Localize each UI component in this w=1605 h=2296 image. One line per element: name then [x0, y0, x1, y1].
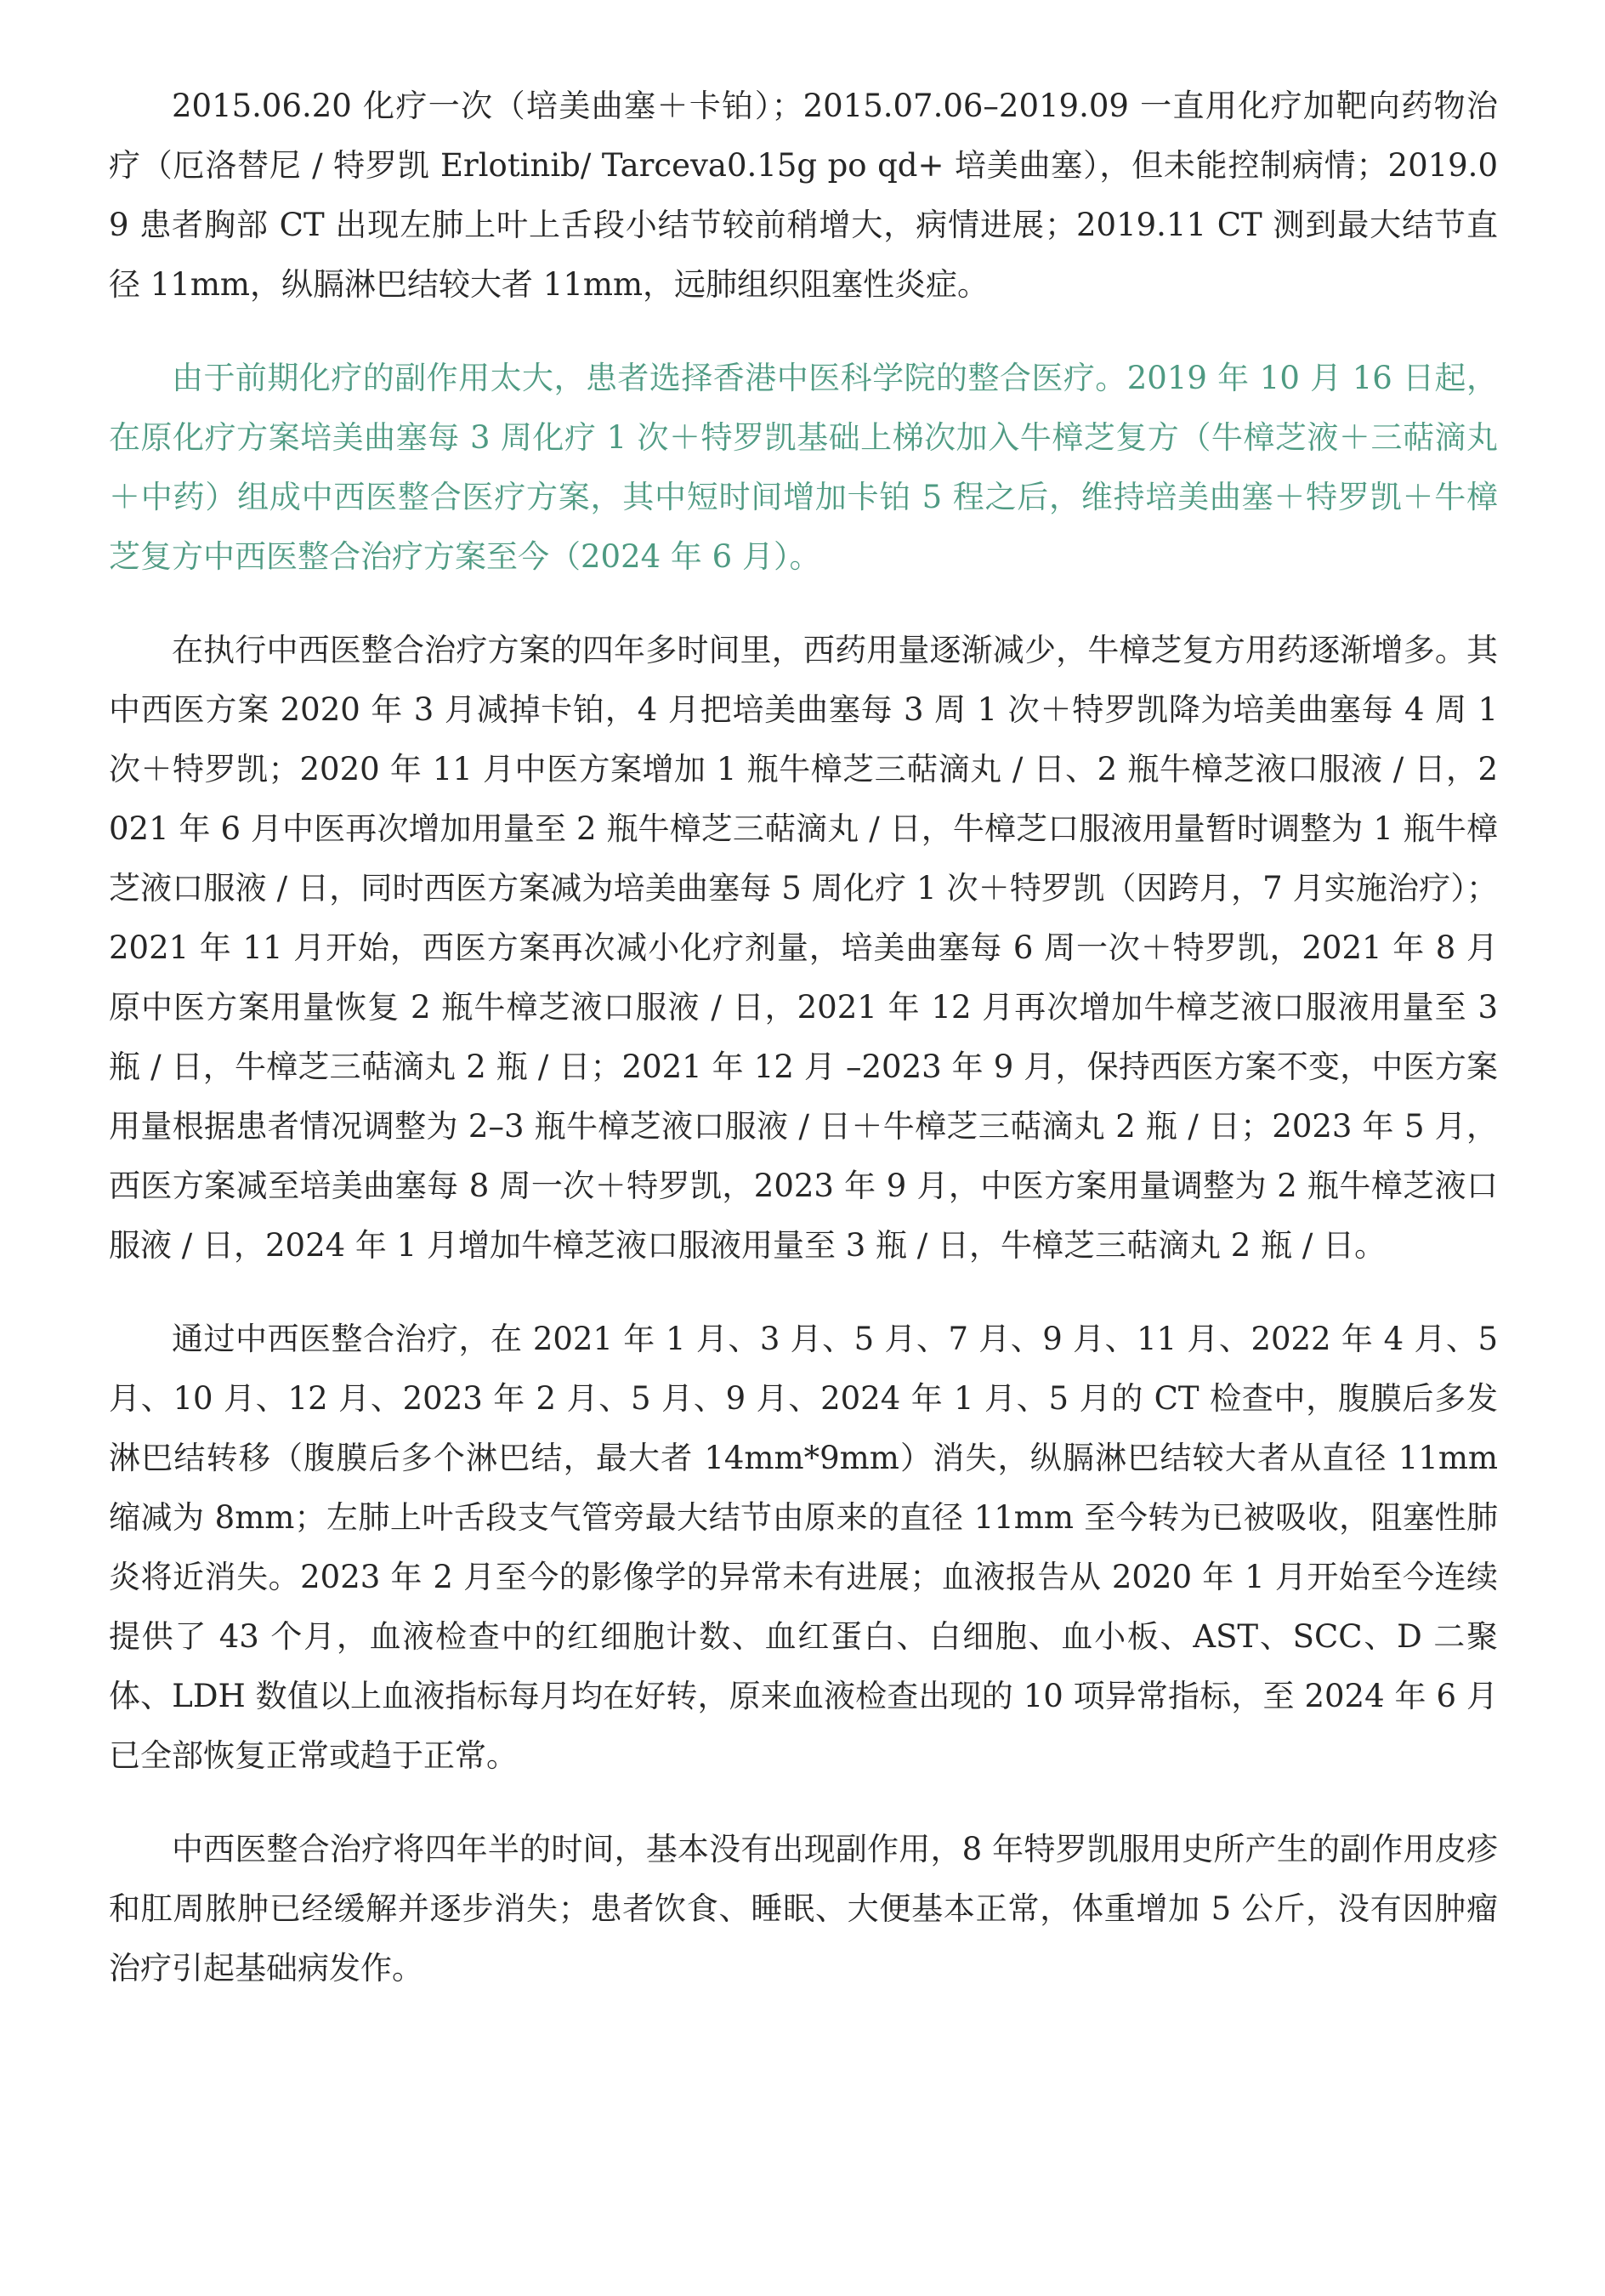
document-page: [109, 77, 1498, 2032]
paragraph-integrated-plan: 由于前期化疗的副作用太大，患者选择香港中医科学院的整合医疗。2019 年 10 月 16 日起，在原化疗方案培美曲塞每 3 周化疗 1 次＋特罗凯基础上梯次加入牛樟芝复方（牛樟芝液＋三萜滴丸＋中药）组成中西医整合医疗方案，其中短时间增加卡铂 5 程之后，维持培美曲塞＋特罗凯＋牛樟芝复方中西医整合治疗方案至今（2024 年 6 月）。: [109, 360, 1498, 575]
paragraph-dosage-changes: 在执行中西医整合治疗方案的四年多时间里，西药用量逐渐减少，牛樟芝复方用药逐渐增多。其中西医方案 2020 年 3 月减掉卡铂，4 月把培美曲塞每 3 周 1 次＋特罗凯降为培美曲塞每 4 周 1 次＋特罗凯；2020 年 11 月中医方案增加 1 瓶牛樟芝三萜滴丸 / 日、2 瓶牛樟芝液口服液 / 日，2021 年 6 月中医再次增加用量至 2 瓶牛樟芝三萜滴丸 / 日，牛樟芝口服液用量暂时调整为 1 瓶牛樟芝液口服液 / 日，同时西医方案减为培美曲塞每 5 周化疗 1 次＋特罗凯（因跨月，7 月实施治疗）；2021 年 11 月开始，西医方案再次减小化疗剂量，培美曲塞每 6 周一次＋特罗凯，2021 年 8 月原中医方案用量恢复 2 瓶牛樟芝液口服液 / 日，2021 年 12 月再次增加牛樟芝液口服液用量至 3 瓶 / 日，牛樟芝三萜滴丸 2 瓶 / 日；2021 年 12 月 –2023 年 9 月，保持西医方案不变，中医方案用量根据患者情况调整为 2–3 瓶牛樟芝液口服液 / 日＋牛樟芝三萜滴丸 2 瓶 / 日；2023 年 5 月，西医方案减至培美曲塞每 8 周一次＋特罗凯，2023 年 9 月，中医方案用量调整为 2 瓶牛樟芝液口服液 / 日，2024 年 1 月增加牛樟芝液口服液用量至 3 瓶 / 日，牛樟芝三萜滴丸 2 瓶 / 日。: [109, 632, 1498, 1264]
paragraph-ct-results: 通过中西医整合治疗，在 2021 年 1 月、3 月、5 月、7 月、9 月、11 月、2022 年 4 月、5 月、10 月、12 月、2023 年 2 月、5 月、9 月、2024 年 1 月、5 月的 CT 检查中，腹膜后多发淋巴结转移（腹膜后多个淋巴结，最大者 14mm*9mm）消失，纵膈淋巴结较大者从直径 11mm 缩减为 8mm；左肺上叶舌段支气管旁最大结节由原来的直径 11mm 至今转为已被吸收，阻塞性肺炎将近消失。2023 年 2 月至今的影像学的异常未有进展；血液报告从 2020 年 1 月开始至今连续提供了 43 个月，血液检查中的红细胞计数、血红蛋白、白细胞、血小板、AST、SCC、D 二聚体、LDH 数值以上血液指标每月均在好转，原来血液检查出现的 10 项异常指标，至 2024 年 6 月已全部恢复正常或趋于正常。: [109, 1321, 1498, 1774]
paragraph-chemo-history: 2015.06.20 化疗一次（培美曲塞＋卡铂）；2015.07.06–2019.09 一直用化疗加靶向药物治疗（厄洛替尼 / 特罗凯 Erlotinib/ Tarceva0.15g po qd+ 培美曲塞），但未能控制病情；2019.09 患者胸部 CT 出现左肺上叶上舌段小结节较前稍增大，病情进展；2019.11 CT 测到最大结节直径 11mm，纵膈淋巴结较大者 11mm，远肺组织阻塞性炎症。: [109, 88, 1498, 303]
paragraph-side-effects: 中西医整合治疗将四年半的时间，基本没有出现副作用，8 年特罗凯服用史所产生的副作用皮疹和肛周脓肿已经缓解并逐步消失；患者饮食、睡眠、大便基本正常，体重增加 5 公斤，没有因肿瘤治疗引起基础病发作。: [109, 1831, 1498, 1986]
